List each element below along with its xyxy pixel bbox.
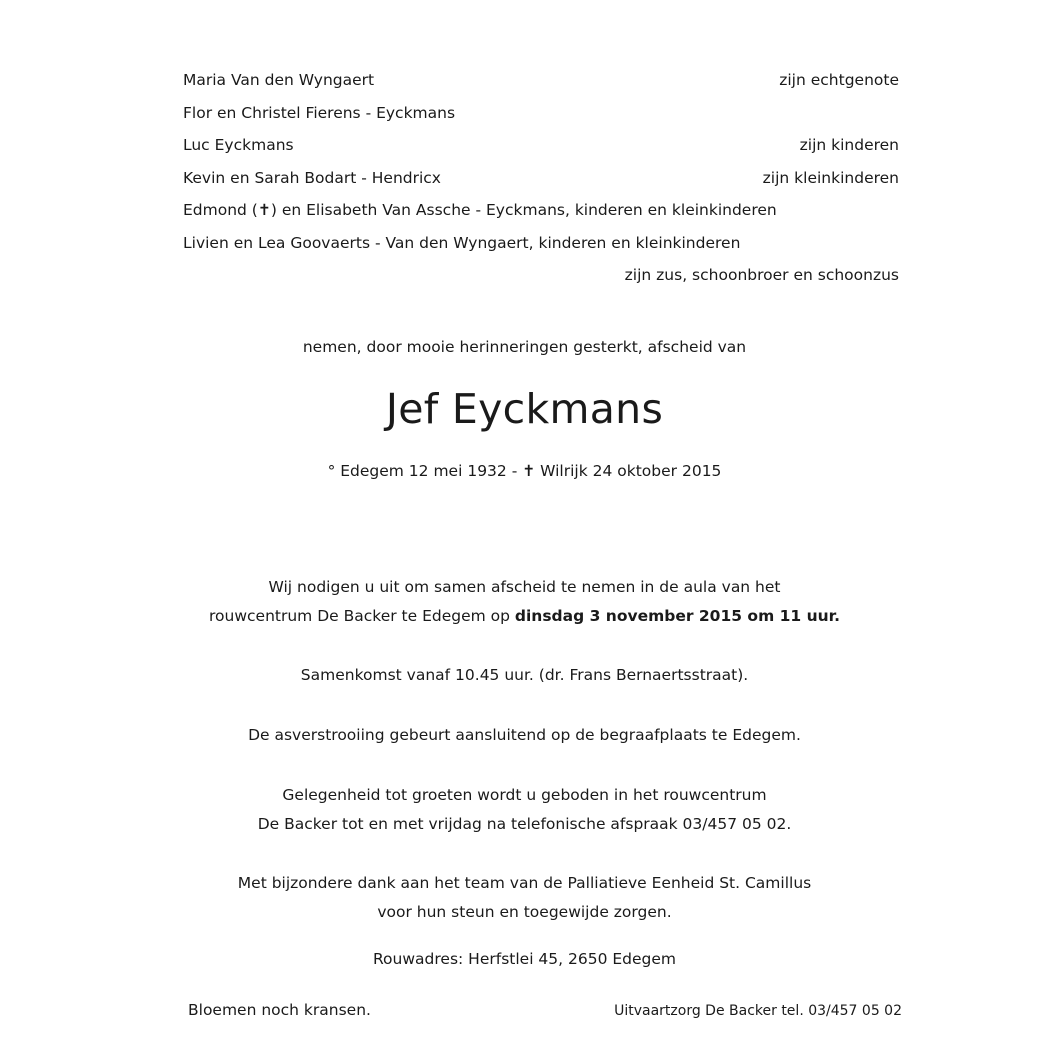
family-relation: zijn zus, schoonbroer en schoonzus: [624, 266, 899, 284]
invitation-prefix: rouwcentrum De Backer te Edegem op: [209, 607, 515, 625]
footer-no-flowers: Bloemen noch kransen.: [188, 1001, 371, 1019]
scattering-text: De asverstrooiing gebeurt aansluitend op de begraafplaats te Edegem.: [248, 726, 801, 744]
family-name: Livien en Lea Goovaerts - Van den Wyngaert, kinderen en kleinkinderen: [183, 234, 741, 252]
family-row: [183, 103, 899, 123]
invitation-line-2: [0, 606, 1049, 626]
family-relation: zijn echtgenote: [779, 71, 899, 89]
invitation-line-1: Wij nodigen u uit om samen afscheid te nemen in de aula van het: [268, 578, 781, 596]
condolence-line-2: De Backer tot en met vrijdag na telefonische afspraak 03/457 05 02.: [257, 815, 792, 833]
condolence-line-1: Gelegenheid tot groeten wordt u geboden in het rouwcentrum: [282, 786, 767, 804]
family-row: [183, 265, 899, 285]
family-row: [183, 168, 899, 188]
thanks-line-2: voor hun steun en toegewijde zorgen.: [377, 903, 672, 921]
footer-undertaker: Uitvaartzorg De Backer tel. 03/457 05 02: [614, 1003, 902, 1019]
family-name: Maria Van den Wyngaert: [183, 71, 375, 89]
family-name: Flor en Christel Fierens - Eyckmans: [183, 104, 456, 122]
life-dates: ° Edegem 12 mei 1932 - ✝ Wilrijk 24 oktober 2015: [327, 462, 722, 480]
family-row: [183, 233, 899, 253]
mourning-address: Rouwadres: Herfstlei 45, 2650 Edegem: [372, 950, 677, 968]
intro-text: nemen, door mooie herinneringen gesterkt, afscheid van: [302, 338, 747, 356]
family-relation: zijn kleinkinderen: [762, 169, 899, 187]
gathering-text: Samenkomst vanaf 10.45 uur. (dr. Frans Bernaertsstraat).: [300, 666, 749, 684]
family-row: [183, 135, 899, 155]
ceremony-date: dinsdag 3 november 2015 om 11 uur.: [514, 607, 840, 625]
family-name: Luc Eyckmans: [183, 136, 294, 154]
family-row: [183, 70, 899, 90]
deceased-name: Jef Eyckmans: [385, 385, 664, 433]
family-relation: zijn kinderen: [799, 136, 899, 154]
family-name: Edmond (✝) en Elisabeth Van Assche - Eyckmans, kinderen en kleinkinderen: [183, 201, 777, 219]
thanks-line-1: Met bijzondere dank aan het team van de Palliatieve Eenheid St. Camillus: [237, 874, 812, 892]
family-name: Kevin en Sarah Bodart - Hendricx: [183, 169, 441, 187]
family-row: [183, 200, 899, 220]
